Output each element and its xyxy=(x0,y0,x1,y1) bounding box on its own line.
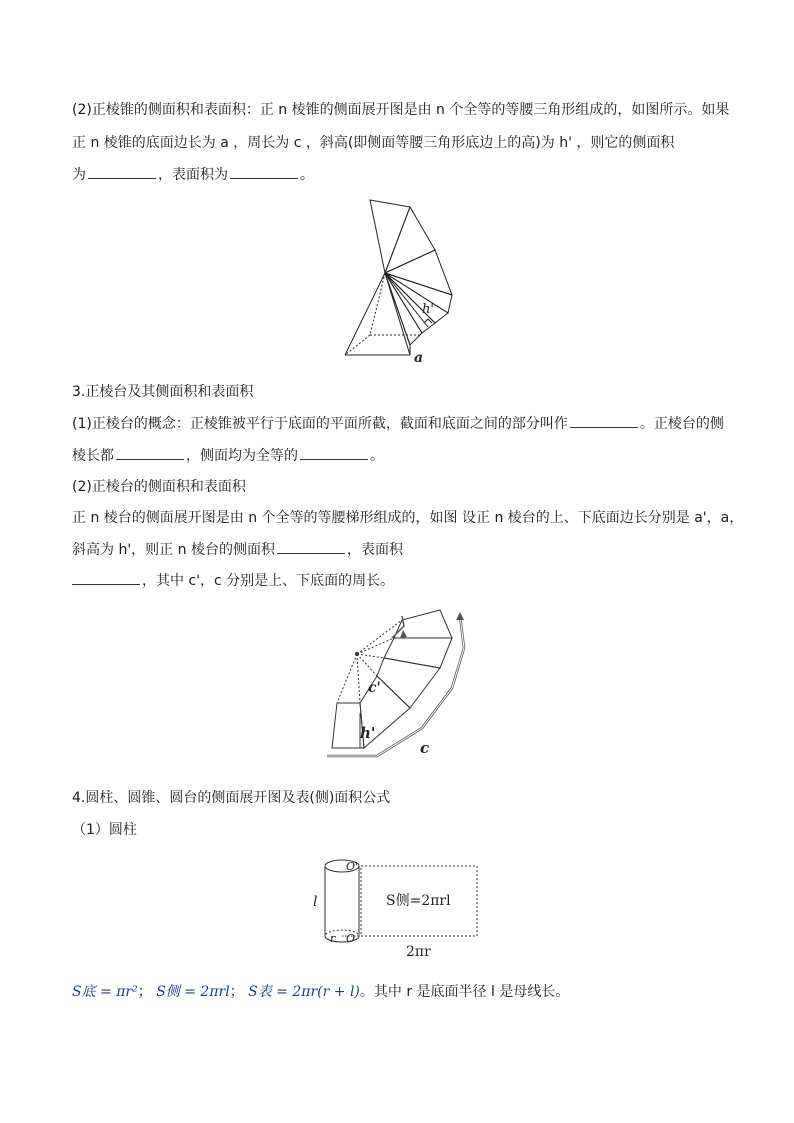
frustum-area-line-1: 正 n 棱台的侧面展开图是由 n 个全等的等腰梯形组成的，如图 设正 n 棱台的上、下底面边长分别是 a'，a， xyxy=(72,510,744,526)
fig-label-o: O xyxy=(346,932,356,945)
text-fragment: 。正棱台的侧 xyxy=(639,416,724,432)
fig-label-lateral-area: S侧=2πrl xyxy=(386,893,451,909)
answer-blank-frustum-name[interactable] xyxy=(570,413,638,428)
frustum-concept-line-1 xyxy=(72,413,724,434)
pyramid-text-line-3 xyxy=(72,164,314,185)
pyramid-text-line-2: 正 n 棱锥的底面边长为 a ，周长为 c ，斜高(即侧面等腰三角形底边上的高)为 h' ，则它的侧面积 xyxy=(72,135,675,151)
fig-label-h-prime-frustum: h' xyxy=(360,724,376,742)
answer-blank-face-shape[interactable] xyxy=(300,445,368,460)
answer-blank-frustum-surface[interactable] xyxy=(72,570,140,585)
cylinder-net-figure xyxy=(310,852,482,964)
formula-total-area: S表 = 2πr(r + l) xyxy=(248,984,360,1000)
text-fragment: 棱长都 xyxy=(72,448,114,464)
text-fragment: ，表面积为 xyxy=(158,167,228,183)
formula-lateral-area: S侧 = 2πrl xyxy=(156,984,230,1000)
fig-label-l: l xyxy=(313,894,318,910)
formula-base-area: S底 = πr² xyxy=(72,984,138,1000)
cylinder-heading: （1）圆柱 xyxy=(72,822,137,838)
fig-label-a: a xyxy=(414,350,424,366)
fig-label-c-prime: c' xyxy=(368,680,381,696)
text-fragment: 斜高为 h'，则正 n 棱台的侧面积 xyxy=(72,542,275,558)
frustum-concept-line-2 xyxy=(72,445,384,466)
frustum-area-heading: (2)正棱台的侧面积和表面积 xyxy=(72,479,246,495)
formula-explanation: 。其中 r 是底面半径 l 是母线长。 xyxy=(359,984,570,1000)
pyramid-net-figure xyxy=(340,195,460,367)
text-fragment: ，其中 c'，c 分别是上、下底面的周长。 xyxy=(142,573,395,589)
pyramid-text-line-1: (2)正棱锥的侧面积和表面积：正 n 棱锥的侧面展开图是由 n 个全等的等腰三角形组成的，如图所示。如果 xyxy=(72,102,730,118)
frustum-area-line-3 xyxy=(72,570,394,591)
text-fragment: 。 xyxy=(300,167,314,183)
answer-blank-surface-area[interactable] xyxy=(230,164,298,179)
fig-label-circumference: 2πr xyxy=(406,944,431,960)
fig-label-r: r xyxy=(330,932,336,945)
answer-blank-lateral-area[interactable] xyxy=(88,164,156,179)
frustum-heading: 3.正棱台及其侧面积和表面积 xyxy=(72,384,254,400)
text-fragment: 为 xyxy=(72,167,86,183)
text-fragment: ，表面积 xyxy=(346,542,403,558)
round-bodies-heading: 4.圆柱、圆锥、圆台的侧面展开图及表(侧)面积公式 xyxy=(72,790,391,806)
answer-blank-edge-length[interactable] xyxy=(116,445,184,460)
text-fragment: (1)正棱台的概念：正棱锥被平行于底面的平面所截，截面和底面之间的部分叫作 xyxy=(72,416,568,432)
text-fragment: ，侧面均为全等的 xyxy=(186,448,298,464)
fig-label-c: c xyxy=(420,739,430,757)
frustum-area-line-2 xyxy=(72,539,403,560)
answer-blank-frustum-lateral[interactable] xyxy=(277,539,345,554)
text-fragment: 。 xyxy=(370,448,384,464)
frustum-net-figure xyxy=(322,608,472,766)
fig-label-h-prime: h' xyxy=(422,302,434,317)
fig-label-o-prime: O' xyxy=(346,860,359,873)
cylinder-formula-line: S底 = πr²； S侧 = 2πrl； S表 = 2πr(r + l)。其中 r 是底面半径 l 是母线长。 xyxy=(72,984,570,1000)
